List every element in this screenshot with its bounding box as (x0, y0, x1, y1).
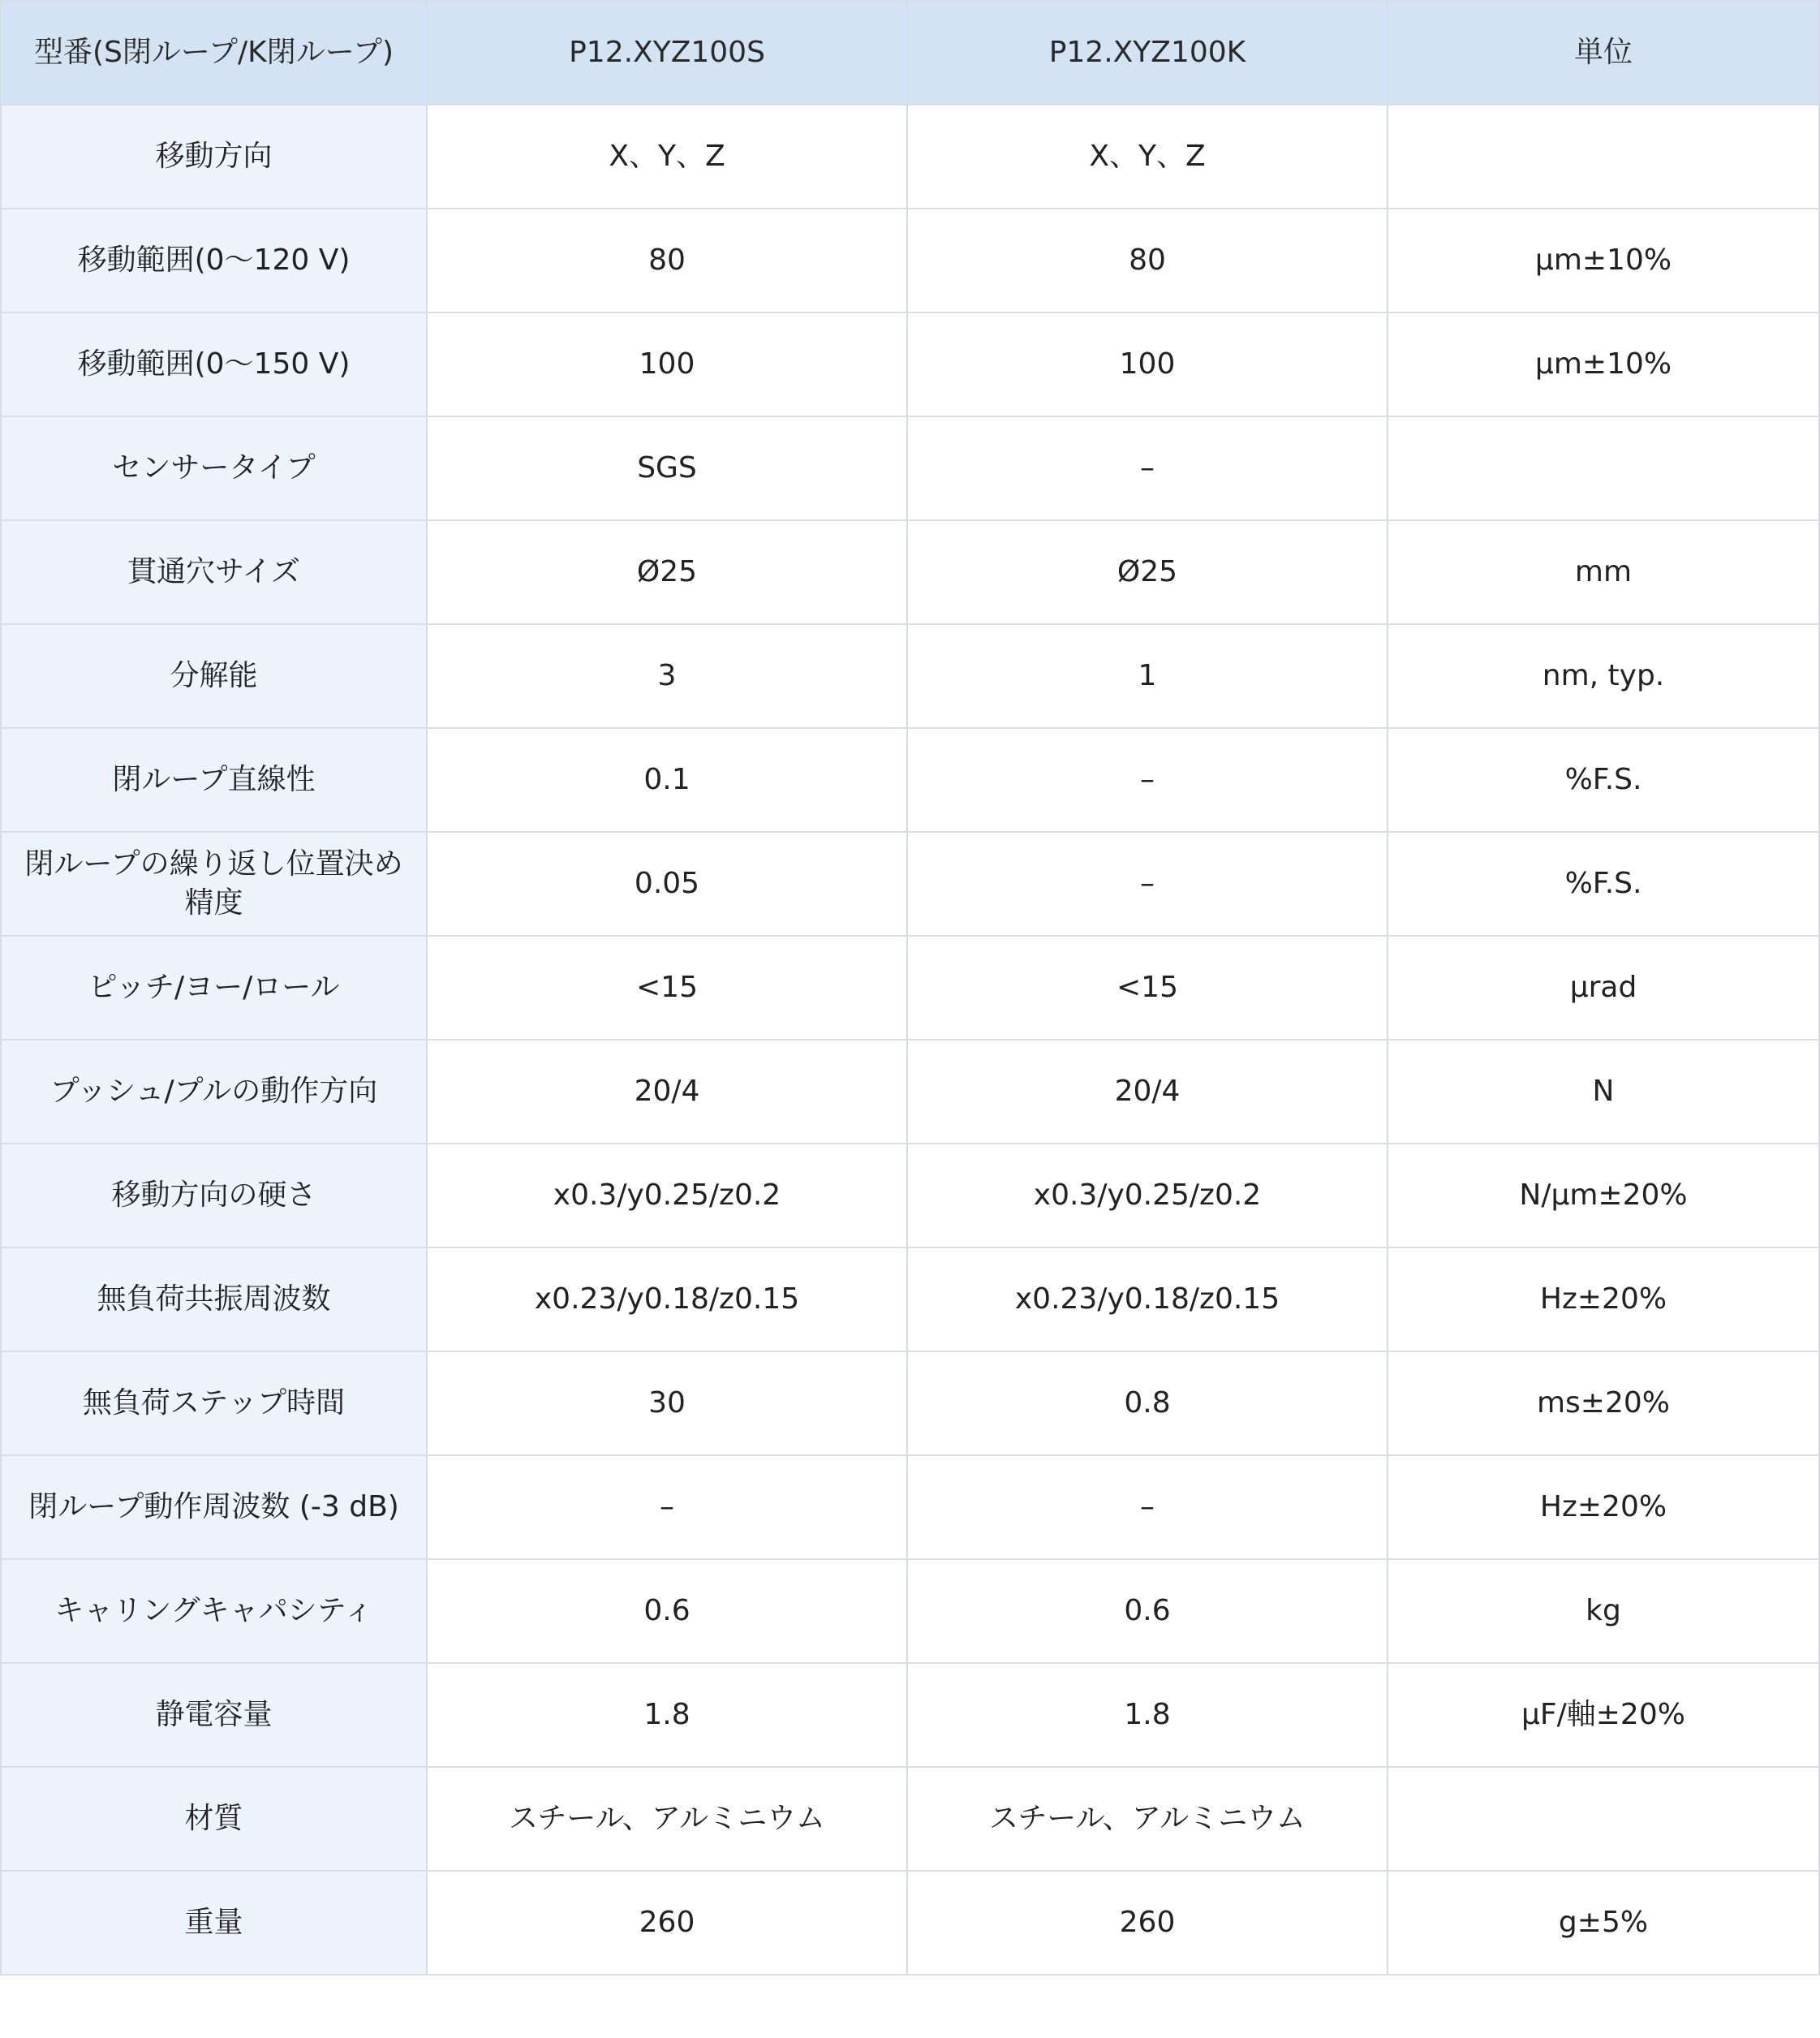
row-label: キャリングキャパシティ (1, 1559, 427, 1663)
row-label: 閉ループの繰り返し位置決め精度 (1, 832, 427, 936)
table-row (1, 1455, 1819, 1559)
unit-cell: µrad (1388, 936, 1819, 1040)
table-row (1, 936, 1819, 1040)
row-label: 重量 (1, 1871, 427, 1975)
value-p12-xyz100k: Ø25 (907, 520, 1388, 624)
table-row (1, 1871, 1819, 1975)
row-label: 無負荷共振周波数 (1, 1247, 427, 1351)
header-row (1, 1, 1819, 105)
row-label: 移動方向 (1, 105, 427, 209)
table-row (1, 312, 1819, 416)
table-row (1, 832, 1819, 936)
value-p12-xyz100s: スチール、アルミニウム (427, 1767, 907, 1871)
value-p12-xyz100s: X、Y、Z (427, 105, 907, 209)
value-p12-xyz100s: 0.05 (427, 832, 907, 936)
table-header (1, 1, 1819, 105)
value-p12-xyz100s: x0.23/y0.18/z0.15 (427, 1247, 907, 1351)
table-row (1, 105, 1819, 209)
row-label: プッシュ/プルの動作方向 (1, 1040, 427, 1144)
value-p12-xyz100k: スチール、アルミニウム (907, 1767, 1388, 1871)
table-row (1, 1559, 1819, 1663)
table-row (1, 1247, 1819, 1351)
row-label: 分解能 (1, 624, 427, 728)
unit-cell: %F.S. (1388, 832, 1819, 936)
value-p12-xyz100k: 260 (907, 1871, 1388, 1975)
unit-cell (1388, 105, 1819, 209)
header-unit: 単位 (1388, 1, 1819, 105)
value-p12-xyz100s: 1.8 (427, 1663, 907, 1767)
value-p12-xyz100s: SGS (427, 416, 907, 520)
row-label: 無負荷ステップ時間 (1, 1351, 427, 1455)
value-p12-xyz100s: 100 (427, 312, 907, 416)
row-label: 貫通穴サイズ (1, 520, 427, 624)
unit-cell: %F.S. (1388, 728, 1819, 832)
unit-cell: µm±10% (1388, 312, 1819, 416)
row-label: ピッチ/ヨー/ロール (1, 936, 427, 1040)
row-label: センサータイプ (1, 416, 427, 520)
table-row (1, 1144, 1819, 1247)
table-row (1, 1351, 1819, 1455)
unit-cell: Hz±20% (1388, 1455, 1819, 1559)
table-row (1, 728, 1819, 832)
table-row (1, 1663, 1819, 1767)
value-p12-xyz100k: 0.6 (907, 1559, 1388, 1663)
value-p12-xyz100k: – (907, 728, 1388, 832)
value-p12-xyz100k: x0.23/y0.18/z0.15 (907, 1247, 1388, 1351)
value-p12-xyz100s: – (427, 1455, 907, 1559)
unit-cell: g±5% (1388, 1871, 1819, 1975)
value-p12-xyz100k: 100 (907, 312, 1388, 416)
value-p12-xyz100s: 0.6 (427, 1559, 907, 1663)
value-p12-xyz100k: 20/4 (907, 1040, 1388, 1144)
row-label: 閉ループ動作周波数 (-3 dB) (1, 1455, 427, 1559)
table-row (1, 209, 1819, 312)
value-p12-xyz100k: – (907, 832, 1388, 936)
unit-cell: µm±10% (1388, 209, 1819, 312)
unit-cell (1388, 1767, 1819, 1871)
table-body (1, 105, 1819, 1975)
unit-cell: mm (1388, 520, 1819, 624)
value-p12-xyz100s: 3 (427, 624, 907, 728)
value-p12-xyz100k: 1 (907, 624, 1388, 728)
value-p12-xyz100s: 80 (427, 209, 907, 312)
unit-cell: N (1388, 1040, 1819, 1144)
value-p12-xyz100k: 1.8 (907, 1663, 1388, 1767)
header-p12-xyz100k: P12.XYZ100K (907, 1, 1388, 105)
value-p12-xyz100s: x0.3/y0.25/z0.2 (427, 1144, 907, 1247)
unit-cell: nm, typ. (1388, 624, 1819, 728)
row-label: 材質 (1, 1767, 427, 1871)
row-label: 静電容量 (1, 1663, 427, 1767)
value-p12-xyz100k: – (907, 1455, 1388, 1559)
row-label: 移動方向の硬さ (1, 1144, 427, 1247)
value-p12-xyz100k: – (907, 416, 1388, 520)
row-label: 閉ループ直線性 (1, 728, 427, 832)
table-row (1, 1767, 1819, 1871)
value-p12-xyz100k: <15 (907, 936, 1388, 1040)
value-p12-xyz100s: 0.1 (427, 728, 907, 832)
header-p12-xyz100s: P12.XYZ100S (427, 1, 907, 105)
unit-cell: kg (1388, 1559, 1819, 1663)
value-p12-xyz100k: x0.3/y0.25/z0.2 (907, 1144, 1388, 1247)
table-row (1, 1040, 1819, 1144)
value-p12-xyz100k: 80 (907, 209, 1388, 312)
value-p12-xyz100s: 260 (427, 1871, 907, 1975)
table-row (1, 416, 1819, 520)
row-label: 移動範囲(0～150 V) (1, 312, 427, 416)
unit-cell (1388, 416, 1819, 520)
unit-cell: µF/軸±20% (1388, 1663, 1819, 1767)
unit-cell: ms±20% (1388, 1351, 1819, 1455)
unit-cell: N/µm±20% (1388, 1144, 1819, 1247)
value-p12-xyz100s: Ø25 (427, 520, 907, 624)
table-row (1, 624, 1819, 728)
value-p12-xyz100k: 0.8 (907, 1351, 1388, 1455)
value-p12-xyz100s: <15 (427, 936, 907, 1040)
value-p12-xyz100s: 20/4 (427, 1040, 907, 1144)
value-p12-xyz100s: 30 (427, 1351, 907, 1455)
header-model: 型番(S閉ループ/K閉ループ) (1, 1, 427, 105)
row-label: 移動範囲(0～120 V) (1, 209, 427, 312)
value-p12-xyz100k: X、Y、Z (907, 105, 1388, 209)
unit-cell: Hz±20% (1388, 1247, 1819, 1351)
table-row (1, 520, 1819, 624)
